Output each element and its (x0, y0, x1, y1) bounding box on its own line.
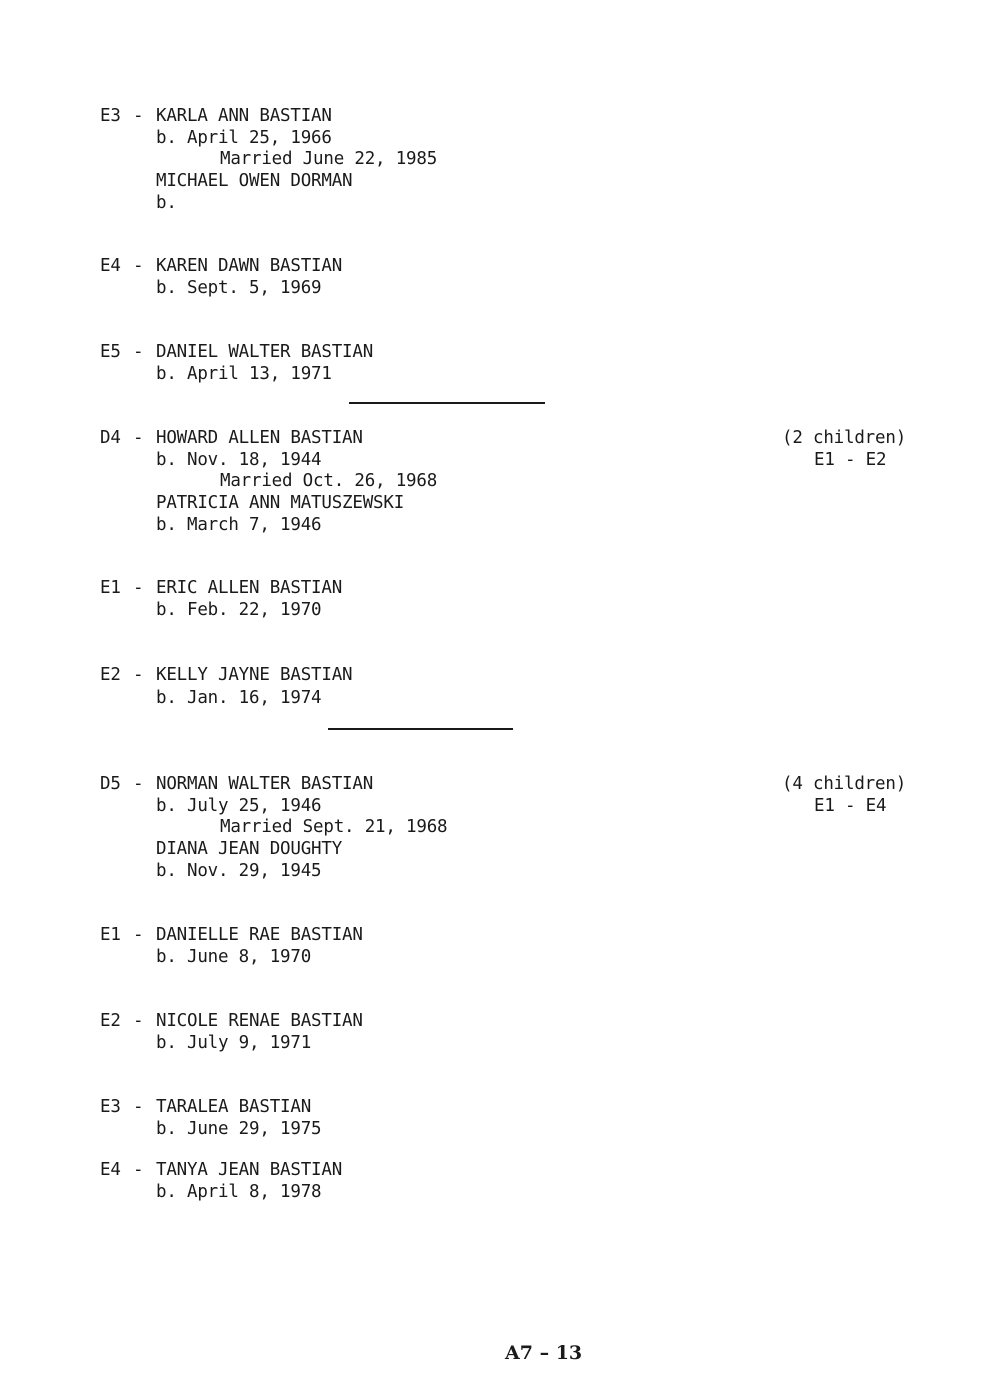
entry-birth: b. July 9, 1971 (156, 1033, 312, 1053)
entry-code: D4 (100, 428, 121, 448)
entry-dash: - (133, 256, 144, 276)
entry-name: NICOLE RENAE BASTIAN (156, 1011, 363, 1031)
entry-name: DANIEL WALTER BASTIAN (156, 342, 374, 362)
entry-name: HOWARD ALLEN BASTIAN (156, 428, 363, 448)
entry-marriage: Married Sept. 21, 1968 (220, 817, 448, 837)
entry-dash: - (133, 1011, 144, 1031)
entry-spouse: DIANA JEAN DOUGHTY (156, 839, 343, 859)
entry-code: E1 (100, 925, 121, 945)
entry-code: D5 (100, 774, 121, 794)
children-range: E1 - E2 (814, 450, 887, 470)
entry-name: TANYA JEAN BASTIAN (156, 1160, 343, 1180)
section-divider (349, 402, 545, 404)
section-divider (328, 728, 513, 730)
entry-code: E1 (100, 578, 121, 598)
entry-birth: b. Jan. 16, 1974 (156, 688, 322, 708)
entry-marriage: Married June 22, 1985 (220, 149, 438, 169)
entry-name: TARALEA BASTIAN (156, 1097, 312, 1117)
entry-name: KARLA ANN BASTIAN (156, 106, 332, 126)
entry-birth: b. April 25, 1966 (156, 128, 332, 148)
entry-spouse-birth: b. (156, 193, 177, 213)
entry-birth: b. Feb. 22, 1970 (156, 600, 322, 620)
children-count: (2 children) (782, 428, 907, 448)
entry-dash: - (133, 665, 144, 685)
entry-dash: - (133, 342, 144, 362)
entry-dash: - (133, 925, 144, 945)
entry-dash: - (133, 106, 144, 126)
entry-code: E3 (100, 106, 121, 126)
entry-birth: b. June 29, 1975 (156, 1119, 322, 1139)
entry-spouse: PATRICIA ANN MATUSZEWSKI (156, 493, 405, 513)
entry-birth: b. April 8, 1978 (156, 1182, 322, 1202)
entry-code: E2 (100, 665, 121, 685)
entry-dash: - (133, 774, 144, 794)
entry-code: E2 (100, 1011, 121, 1031)
entry-dash: - (133, 1097, 144, 1117)
entry-dash: - (133, 578, 144, 598)
entry-spouse: MICHAEL OWEN DORMAN (156, 171, 353, 191)
entry-birth: b. Nov. 18, 1944 (156, 450, 322, 470)
entry-spouse-birth: b. March 7, 1946 (156, 515, 322, 535)
entry-spouse-birth: b. Nov. 29, 1945 (156, 861, 322, 881)
entry-dash: - (133, 428, 144, 448)
entry-birth: b. June 8, 1970 (156, 947, 312, 967)
page-number: A7 – 13 (505, 1342, 583, 1364)
entry-name: KAREN DAWN BASTIAN (156, 256, 343, 276)
children-range: E1 - E4 (814, 796, 887, 816)
entry-code: E4 (100, 1160, 121, 1180)
entry-code: E4 (100, 256, 121, 276)
children-count: (4 children) (782, 774, 907, 794)
entry-name: ERIC ALLEN BASTIAN (156, 578, 343, 598)
entry-dash: - (133, 1160, 144, 1180)
entry-name: KELLY JAYNE BASTIAN (156, 665, 353, 685)
entry-code: E5 (100, 342, 121, 362)
entry-birth: b. April 13, 1971 (156, 364, 332, 384)
entry-name: NORMAN WALTER BASTIAN (156, 774, 374, 794)
entry-birth: b. July 25, 1946 (156, 796, 322, 816)
entry-name: DANIELLE RAE BASTIAN (156, 925, 363, 945)
entry-code: E3 (100, 1097, 121, 1117)
entry-marriage: Married Oct. 26, 1968 (220, 471, 438, 491)
entry-birth: b. Sept. 5, 1969 (156, 278, 322, 298)
